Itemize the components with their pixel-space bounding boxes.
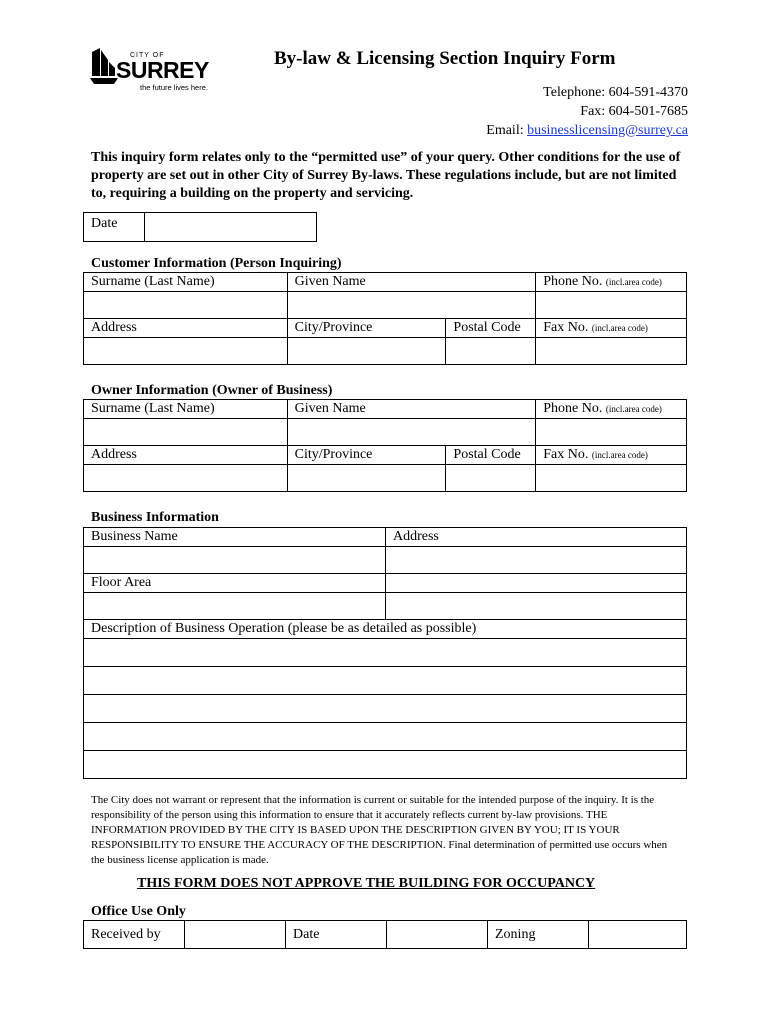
disclaimer-paragraph: The City does not warrant or represent that the information is current or suitable for the intended purpose of the inquiry. It is the responsibility of the person using this information to ensure that it accurately reflects current by-law provisions. THE INFORMATION PROVIDED BY THE CITY IS BASED UPON THE DESCRIPTION GIVEN BY YOU; IT IS YOUR RESPONSIBILITY TO ENSURE THE ACCURACY OF THE DESCRIPTION. Final determination of permitted use occurs when the business license application is made.	[91, 794, 668, 866]
floor-area-empty	[386, 574, 687, 593]
business-name-field[interactable]	[84, 547, 386, 574]
owner-postal-field[interactable]	[446, 465, 536, 492]
customer-given-field[interactable]	[287, 292, 536, 319]
surrey-logo	[90, 44, 220, 96]
description-line-3[interactable]	[84, 695, 687, 723]
customer-given-label: Given Name	[287, 273, 536, 292]
logo-tagline: the future lives here.	[140, 83, 208, 92]
zoning-field[interactable]	[589, 921, 687, 949]
intro-paragraph: This inquiry form relates only to the “permitted use” of your query. Other conditions for the use of property are set out in other City of Surrey By-laws. These regulations include, but are not limited to, requiring a building on the property and servicing.	[91, 150, 681, 201]
date-table	[83, 212, 317, 242]
customer-address-label: Address	[84, 319, 288, 338]
business-heading: Business Information	[91, 510, 219, 525]
description-line-1[interactable]	[84, 639, 687, 667]
customer-phone-text: Phone No.	[543, 274, 603, 289]
owner-given-label: Given Name	[287, 400, 536, 419]
customer-fax-label	[536, 319, 687, 338]
customer-fax-note: (incl.area code)	[591, 323, 648, 333]
owner-surname-field[interactable]	[84, 419, 288, 446]
floor-area-label: Floor Area	[84, 574, 386, 593]
email-line	[380, 121, 688, 140]
received-by-field[interactable]	[185, 921, 286, 949]
owner-postal-label: Postal Code	[446, 446, 536, 465]
owner-fax-label	[536, 446, 687, 465]
office-use-heading: Office Use Only	[91, 904, 186, 919]
received-by-label: Received by	[84, 921, 185, 949]
owner-fax-text: Fax No.	[543, 447, 589, 462]
owner-address-label: Address	[84, 446, 288, 465]
description-line-2[interactable]	[84, 667, 687, 695]
owner-city-label: City/Province	[287, 446, 446, 465]
contact-block	[380, 83, 688, 140]
customer-postal-field[interactable]	[446, 338, 536, 365]
owner-given-field[interactable]	[287, 419, 536, 446]
logo-city-of: CITY OF	[130, 52, 165, 59]
business-address-label: Address	[386, 528, 687, 547]
owner-phone-field[interactable]	[536, 419, 687, 446]
fax-text: Fax: 604-501-7685	[580, 104, 688, 119]
office-use-table	[83, 920, 687, 949]
surrey-sail-icon	[90, 46, 118, 90]
customer-table	[83, 272, 687, 365]
customer-heading: Customer Information (Person Inquiring)	[91, 256, 342, 271]
customer-fax-text: Fax No.	[543, 320, 589, 335]
customer-surname-field[interactable]	[84, 292, 288, 319]
email-link[interactable]: businesslicensing@surrey.ca	[527, 123, 688, 138]
logo-name: SURREY	[116, 57, 209, 83]
description-line-4[interactable]	[84, 723, 687, 751]
customer-surname-label: Surname (Last Name)	[84, 273, 288, 292]
customer-phone-field[interactable]	[536, 292, 687, 319]
page-title: By-law & Licensing Section Inquiry Form	[274, 48, 616, 69]
date-field[interactable]	[145, 213, 317, 242]
office-date-field[interactable]	[387, 921, 488, 949]
customer-phone-note: (incl.area code)	[605, 277, 662, 287]
customer-address-field[interactable]	[84, 338, 288, 365]
customer-city-label: City/Province	[287, 319, 446, 338]
email-label: Email:	[486, 123, 528, 138]
description-label: Description of Business Operation (please be as detailed as possible)	[84, 620, 687, 639]
occupancy-warning: THIS FORM DOES NOT APPROVE THE BUILDING FOR OCCUPANCY	[137, 876, 596, 891]
owner-phone-note: (incl.area code)	[605, 404, 662, 414]
owner-city-field[interactable]	[287, 465, 446, 492]
customer-city-field[interactable]	[287, 338, 446, 365]
customer-phone-label	[536, 273, 687, 292]
floor-area-field-2[interactable]	[386, 593, 687, 620]
floor-area-field[interactable]	[84, 593, 386, 620]
office-date-label: Date	[286, 921, 387, 949]
business-address-field[interactable]	[386, 547, 687, 574]
owner-phone-text: Phone No.	[543, 401, 603, 416]
owner-fax-field[interactable]	[536, 465, 687, 492]
description-line-5[interactable]	[84, 751, 687, 779]
owner-heading: Owner Information (Owner of Business)	[91, 383, 333, 398]
owner-fax-note: (incl.area code)	[591, 450, 648, 460]
telephone-text: Telephone: 604-591-4370	[543, 85, 688, 100]
business-name-label: Business Name	[84, 528, 386, 547]
owner-phone-label	[536, 400, 687, 419]
customer-postal-label: Postal Code	[446, 319, 536, 338]
owner-surname-label: Surname (Last Name)	[84, 400, 288, 419]
owner-table	[83, 399, 687, 492]
customer-fax-field[interactable]	[536, 338, 687, 365]
zoning-label: Zoning	[488, 921, 589, 949]
business-table	[83, 527, 687, 779]
date-label: Date	[84, 213, 145, 242]
owner-address-field[interactable]	[84, 465, 288, 492]
